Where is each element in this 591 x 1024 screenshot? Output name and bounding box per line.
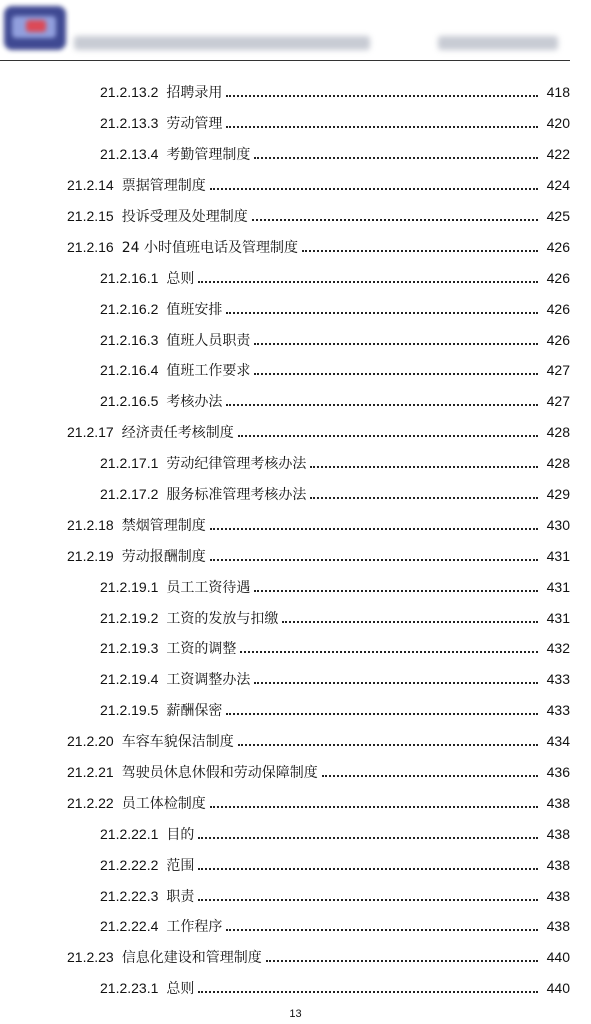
toc-entry[interactable] bbox=[0, 726, 591, 757]
toc-entry[interactable] bbox=[0, 571, 591, 602]
toc-entry-number: 21.2.16.4 bbox=[100, 362, 159, 379]
toc-entry-page: 426 bbox=[546, 331, 570, 348]
toc-entry-page: 438 bbox=[546, 794, 570, 811]
toc-entry-number: 21.2.13.4 bbox=[100, 146, 159, 163]
toc-entry-title: 票据管理制度 bbox=[121, 178, 206, 195]
toc-dot-leader bbox=[198, 823, 538, 839]
toc-dot-leader bbox=[282, 607, 538, 623]
toc-entry[interactable] bbox=[0, 139, 591, 170]
toc-entry-page: 431 bbox=[546, 578, 570, 595]
toc-entry-page: 434 bbox=[546, 733, 570, 750]
toc-dot-leader bbox=[210, 174, 538, 190]
toc-entry-number: 21.2.19.4 bbox=[100, 671, 159, 688]
toc-dot-leader bbox=[226, 112, 538, 128]
toc-entry-number: 21.2.19 bbox=[67, 547, 114, 564]
toc-entry[interactable] bbox=[0, 324, 591, 355]
toc-entry-number: 21.2.22.1 bbox=[100, 825, 159, 842]
toc-entry-page: 440 bbox=[546, 949, 570, 966]
toc-entry-page: 427 bbox=[546, 393, 570, 410]
toc-entry-number: 21.2.19.1 bbox=[100, 578, 159, 595]
toc-entry-page: 428 bbox=[546, 455, 570, 472]
toc-entry-title: 总则 bbox=[166, 981, 195, 998]
toc-entry-page: 424 bbox=[546, 177, 570, 194]
toc-dot-leader bbox=[238, 421, 538, 437]
toc-entry-title: 投诉受理及处理制度 bbox=[121, 209, 248, 225]
toc-entry-number: 21.2.23 bbox=[67, 949, 114, 966]
toc-entry[interactable] bbox=[0, 942, 591, 973]
toc-entry-page: 429 bbox=[546, 486, 570, 503]
toc-entry[interactable] bbox=[0, 509, 591, 540]
toc-entry[interactable] bbox=[0, 818, 591, 849]
toc-entry-page: 438 bbox=[546, 856, 570, 873]
toc-entry[interactable] bbox=[0, 293, 591, 324]
toc-entry[interactable] bbox=[0, 201, 591, 232]
page-header bbox=[0, 0, 591, 62]
toc-entry-title: 禁烟管理制度 bbox=[121, 517, 206, 534]
toc-entry-title: 服务标准管理考核办法 bbox=[166, 487, 307, 504]
toc-entry[interactable] bbox=[0, 757, 591, 788]
toc-entry-page: 427 bbox=[546, 362, 570, 379]
toc-entry-number: 21.2.17.2 bbox=[100, 486, 159, 503]
toc-entry-title: 职责 bbox=[166, 888, 195, 905]
toc-dot-leader bbox=[226, 699, 538, 715]
toc-entry-page: 425 bbox=[546, 208, 570, 224]
toc-entry-page: 432 bbox=[546, 640, 570, 657]
toc-entry-page: 418 bbox=[546, 84, 570, 101]
toc-entry-number: 21.2.21 bbox=[67, 764, 114, 781]
toc-entry-title: 驾驶员休息休假和劳动保障制度 bbox=[121, 765, 318, 782]
toc-entry[interactable] bbox=[0, 880, 591, 911]
toc-dot-leader bbox=[226, 915, 538, 931]
toc-dot-leader bbox=[226, 298, 538, 314]
toc-entry-page: 436 bbox=[546, 764, 570, 781]
page-number: 13 bbox=[289, 1008, 302, 1020]
header-subtitle-blurred bbox=[438, 36, 558, 50]
toc-entry-title: 员工体检制度 bbox=[121, 795, 206, 812]
toc-entry-number: 21.2.20 bbox=[67, 733, 114, 750]
toc-entry-number: 21.2.22.4 bbox=[100, 918, 159, 935]
toc-entry-number: 21.2.19.3 bbox=[100, 640, 159, 657]
toc-entry[interactable] bbox=[0, 386, 591, 417]
toc-dot-leader bbox=[254, 668, 538, 684]
toc-entry-number: 21.2.13.3 bbox=[100, 115, 159, 132]
toc-entry-title: 劳动报酬制度 bbox=[121, 548, 206, 565]
header-title-blurred bbox=[74, 36, 370, 50]
toc-entry-page: 438 bbox=[546, 918, 570, 935]
toc-entry[interactable] bbox=[0, 355, 591, 386]
toc-entry-page: 433 bbox=[546, 671, 570, 688]
toc-entry-title: 值班工作要求 bbox=[166, 363, 251, 380]
toc-entry[interactable] bbox=[0, 911, 591, 942]
toc-entry-title: 值班安排 bbox=[166, 301, 223, 318]
toc-dot-leader bbox=[252, 205, 538, 221]
toc-entry-title: 范围 bbox=[166, 857, 195, 874]
toc-dot-leader bbox=[254, 576, 538, 592]
toc-dot-leader bbox=[302, 236, 538, 252]
toc-entry-number: 21.2.18 bbox=[67, 516, 114, 533]
toc-dot-leader bbox=[238, 730, 538, 746]
toc-entry[interactable] bbox=[0, 77, 591, 108]
toc-entry-number: 21.2.17.1 bbox=[100, 455, 159, 472]
toc-entry[interactable] bbox=[0, 664, 591, 695]
toc-entry-page: 422 bbox=[546, 146, 570, 163]
toc-dot-leader bbox=[226, 81, 538, 97]
toc-entry-number: 21.2.22.2 bbox=[100, 856, 159, 873]
toc-entry-page: 431 bbox=[546, 547, 570, 564]
toc-entry-number: 21.2.16.3 bbox=[100, 331, 159, 348]
company-logo bbox=[4, 6, 66, 50]
toc-entry[interactable] bbox=[0, 602, 591, 633]
toc-entry-title: 薪酬保密 bbox=[166, 703, 223, 720]
toc-entry[interactable] bbox=[0, 849, 591, 880]
toc-entry-title: 工资调整办法 bbox=[166, 672, 251, 689]
toc-dot-leader bbox=[198, 854, 538, 870]
toc-entry-number: 21.2.19.2 bbox=[100, 609, 159, 626]
header-rule bbox=[0, 60, 570, 61]
toc-entry-title: 劳动管理 bbox=[166, 116, 223, 133]
toc-entry-page: 420 bbox=[546, 115, 570, 132]
toc-entry-number: 21.2.22 bbox=[67, 794, 114, 811]
toc-entry-title: 目的 bbox=[166, 826, 195, 843]
toc-entry-title: 信息化建设和管理制度 bbox=[121, 950, 262, 967]
toc-entry[interactable] bbox=[0, 695, 591, 726]
toc-entry-page: 428 bbox=[546, 424, 570, 441]
toc-entry-page: 433 bbox=[546, 702, 570, 719]
toc-entry-title: 考核办法 bbox=[166, 394, 223, 411]
toc-dot-leader bbox=[310, 483, 538, 499]
toc-dot-leader bbox=[254, 143, 538, 159]
toc-entry[interactable] bbox=[0, 448, 591, 479]
toc-entry[interactable] bbox=[0, 540, 591, 571]
toc-entry[interactable] bbox=[0, 633, 591, 664]
toc-dot-leader bbox=[198, 267, 538, 283]
toc-entry-title: 工资的发放与扣缴 bbox=[166, 610, 279, 627]
toc-entry-number: 21.2.16.5 bbox=[100, 393, 159, 410]
toc-entry-number: 21.2.22.3 bbox=[100, 887, 159, 904]
toc-dot-leader bbox=[226, 390, 538, 406]
toc-entry-number: 21.2.23.1 bbox=[100, 980, 159, 997]
toc-entry-title: 值班人员职责 bbox=[166, 332, 251, 349]
toc-entry-title: 经济责任考核制度 bbox=[121, 425, 234, 442]
toc-dot-leader bbox=[310, 452, 538, 468]
table-of-contents bbox=[0, 77, 591, 1004]
toc-entry[interactable] bbox=[0, 479, 591, 510]
toc-entry-title: 总则 bbox=[166, 270, 195, 287]
toc-entry-number: 21.2.16 bbox=[67, 238, 114, 255]
toc-dot-leader bbox=[254, 359, 538, 375]
toc-entry-page: 426 bbox=[546, 300, 570, 317]
toc-entry-page: 438 bbox=[546, 887, 570, 904]
toc-dot-leader bbox=[266, 946, 538, 962]
toc-entry-page: 426 bbox=[546, 238, 570, 255]
toc-dot-leader bbox=[210, 792, 538, 808]
toc-entry-number: 21.2.19.5 bbox=[100, 702, 159, 719]
toc-entry-title: 招聘录用 bbox=[166, 85, 223, 102]
toc-entry-page: 430 bbox=[546, 516, 570, 533]
toc-entry-number: 21.2.17 bbox=[67, 424, 114, 441]
toc-dot-leader bbox=[198, 885, 538, 901]
toc-entry-page: 438 bbox=[546, 825, 570, 842]
toc-entry-number: 21.2.16.2 bbox=[100, 300, 159, 317]
toc-entry-page: 431 bbox=[546, 609, 570, 626]
toc-dot-leader bbox=[254, 329, 538, 345]
toc-dot-leader bbox=[198, 977, 538, 993]
toc-entry[interactable] bbox=[0, 417, 591, 448]
toc-entry-title: 24 小时值班电话及管理制度 bbox=[121, 239, 298, 256]
toc-entry[interactable] bbox=[0, 262, 591, 293]
toc-dot-leader bbox=[210, 545, 538, 561]
toc-entry-number: 21.2.15 bbox=[67, 208, 114, 224]
toc-entry-number: 21.2.14 bbox=[67, 177, 114, 194]
toc-entry[interactable] bbox=[0, 108, 591, 139]
toc-entry[interactable] bbox=[0, 231, 591, 262]
toc-entry-title: 考勤管理制度 bbox=[166, 147, 251, 164]
toc-entry-title: 工资的调整 bbox=[166, 641, 237, 658]
toc-entry-title: 劳动纪律管理考核办法 bbox=[166, 456, 307, 473]
toc-entry[interactable] bbox=[0, 170, 591, 201]
toc-entry-title: 员工工资待遇 bbox=[166, 579, 251, 596]
toc-entry-number: 21.2.16.1 bbox=[100, 269, 159, 286]
toc-entry-page: 426 bbox=[546, 269, 570, 286]
toc-entry-page: 440 bbox=[546, 980, 570, 997]
toc-dot-leader bbox=[210, 514, 538, 530]
toc-dot-leader bbox=[322, 761, 538, 777]
toc-entry-title: 车容车貌保洁制度 bbox=[121, 734, 234, 751]
toc-entry[interactable] bbox=[0, 787, 591, 818]
toc-entry-number: 21.2.13.2 bbox=[100, 84, 159, 101]
toc-entry[interactable] bbox=[0, 973, 591, 1004]
toc-entry-title: 工作程序 bbox=[166, 919, 223, 936]
toc-dot-leader bbox=[240, 637, 538, 653]
